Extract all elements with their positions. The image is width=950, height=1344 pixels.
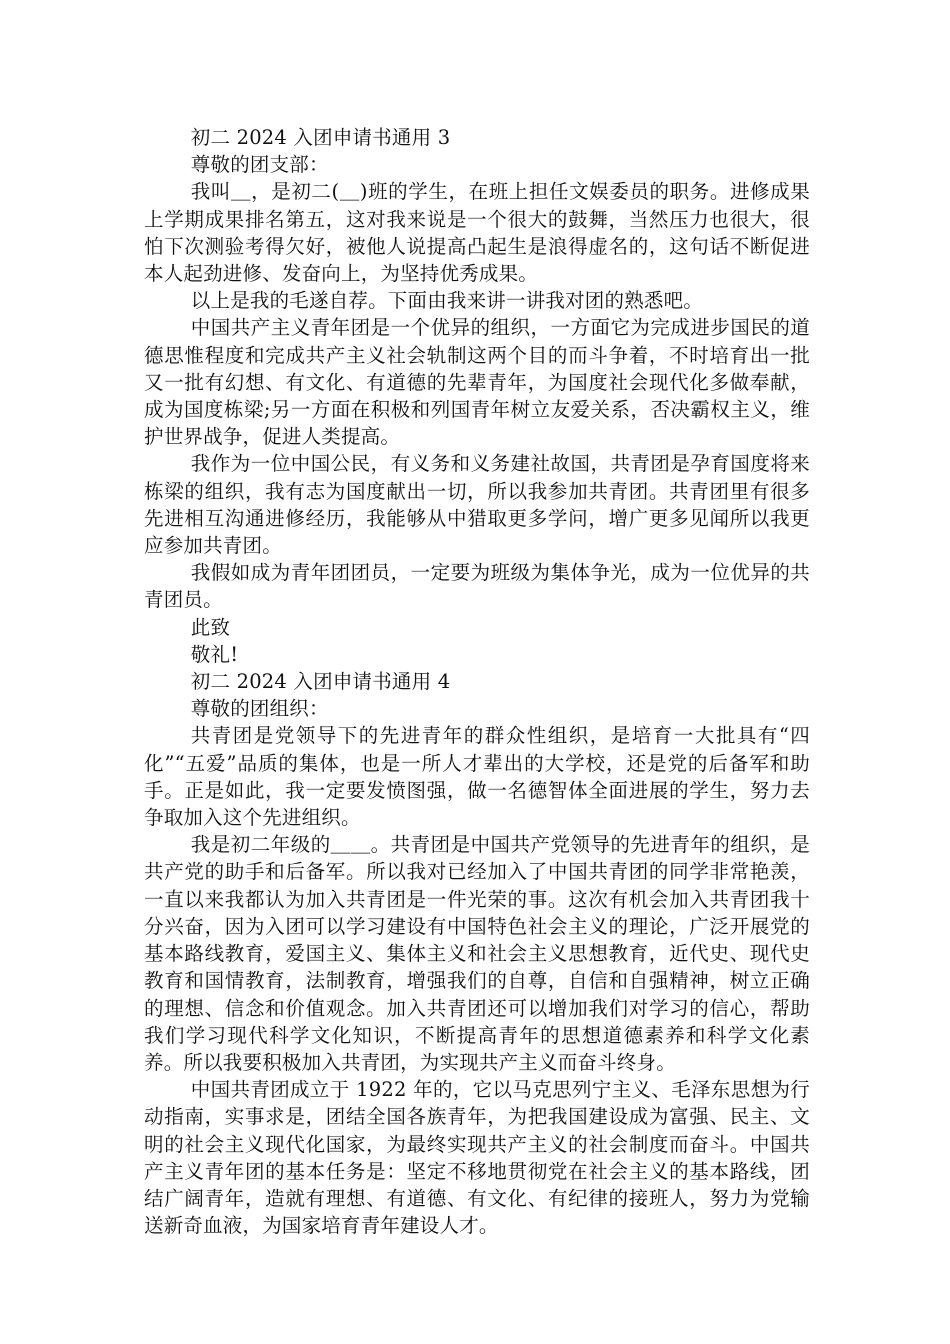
- paragraph: 我是初二年级的＿＿。共青团是中国共产党领导的先进青年的组织，是共产党的助手和后备军。所以我对已经加入了中国共青团的同学非常艳羡，一直以来我都认为加入共青团是一件光荣的事。这次有机会加入共青团我十分兴奋，因为入团可以学习建设有中国特色社会主义的理论，广泛开展党的基本路线教育，爱国主义、集体主义和社会主义思想教育，近代史、现代史教育和国情教育，法制教育，增强我们的自尊，自信和自强精神，树立正确的理想、信念和价值观念。加入共青团还可以增加我们对学习的信心，帮助我们学习现代科学文化知识，不断提高青年的思想道德素养和科学文化素养。所以我要积极加入共青团，为实现共产主义而奋斗终身。: [144, 833, 810, 1074]
- paragraph: 我作为一位中国公民，有义务和义务建社故国，共青团是孕育国度将来栋梁的组织，我有志为国度献出一切，所以我参加共青团。共青团里有很多先进相互沟通进修经历，我能够从中猎取更多学问，增广更多见闻所以我更应参加共青团。: [144, 452, 810, 558]
- closing-regards: 敬礼!: [190, 642, 239, 666]
- section-title-4: 初二 2024 入团申请书通用 4: [190, 670, 451, 694]
- paragraph: 我假如成为青年团团员，一定要为班级为集体争光，成为一位优异的共青团员。: [144, 561, 810, 612]
- paragraph: 我叫＿，是初二(＿)班的学生，在班上担任文娱委员的职务。进修成果上学期成果排名第五，这对我来说是一个很大的鼓舞，当然压力也很大，很怕下次测验考得欠好，被他人说提高凸起生是浪得虚名的，这句话不断促进本人起劲进修、发奋向上，为坚持优秀成果。: [144, 180, 810, 286]
- paragraph: 共青团是党领导下的先进青年的群众性组织，是培育一大批具有“四化”“五爱”品质的集体，也是一所人才辈出的大学校，还是党的后备军和助手。正是如此，我一定要发愤图强，做一名德智体全面进展的学生，努力去争取加入这个先进组织。: [144, 724, 810, 830]
- closing-line: 此致: [190, 615, 231, 639]
- salutation: 尊敬的团支部：: [190, 153, 329, 177]
- section-title-3: 初二 2024 入团申请书通用 3: [190, 126, 451, 149]
- document-body: [144, 124, 810, 1239]
- paragraph: 中国共青团成立于 1922 年的，它以马克思列宁主义、毛泽东思想为行动指南，实事求是，团结全国各族青年，为把我国建设成为富强、民主、文明的社会主义现代化国家，为最终实现共产主义的社会制度而奋斗。中国共产主义青年团的基本任务是：坚定不移地贯彻党在社会主义的基本路线，团结广阔青年，造就有理想、有道德、有文化、有纪律的接班人，努力为党输送新奇血液，为国家培育青年建设人才。: [144, 1078, 810, 1238]
- salutation: 尊敬的团组织：: [190, 697, 329, 721]
- paragraph: 中国共产主义青年团是一个优异的组织，一方面它为完成进步国民的道德思惟程度和完成共产主义社会轨制这两个目的而斗争着，不时培育出一批又一批有幻想、有文化、有道德的先辈青年，为国度社会现代化多做奉献，成为国度栋梁;另一方面在积极和列国青年树立友爱关系，否决霸权主义，维护世界战争，促进人类提高。: [144, 316, 810, 449]
- paragraph: 以上是我的毛遂自荐。下面由我来讲一讲我对团的熟悉吧。: [190, 289, 703, 313]
